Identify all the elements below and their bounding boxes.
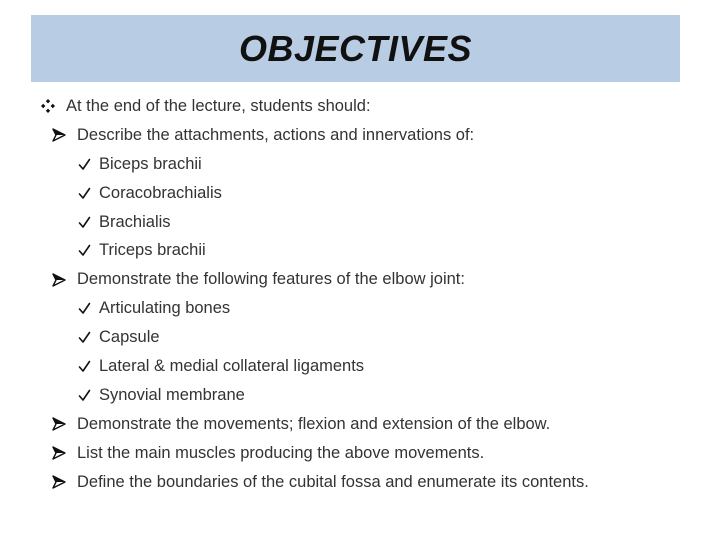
list-item-text: Synovial membrane <box>99 385 245 404</box>
list-item <box>38 410 710 439</box>
checkmark-bullet-icon <box>77 360 91 373</box>
list-item-text: Articulating bones <box>99 299 231 318</box>
list-item <box>38 468 710 497</box>
list-item-text: Brachialis <box>99 212 171 231</box>
list-item-text: Demonstrate the following features of the elbow joint: <box>77 270 465 289</box>
arrowhead-bullet-icon <box>49 273 69 287</box>
list-item-text: Describe the attachments, actions and innervations of: <box>77 125 475 144</box>
checkmark-bullet-icon <box>77 244 91 257</box>
list-item <box>38 323 710 352</box>
list-item-text: Coracobrachialis <box>99 183 222 202</box>
arrowhead-bullet-icon <box>49 417 69 431</box>
list-item <box>38 381 710 410</box>
title-band <box>31 15 680 82</box>
list-item <box>38 294 710 323</box>
list-item <box>38 121 710 150</box>
objectives-list <box>38 92 710 496</box>
slide-title: OBJECTIVES <box>238 27 473 69</box>
list-item <box>38 265 710 294</box>
arrowhead-bullet-icon <box>49 475 69 489</box>
checkmark-bullet-icon <box>77 187 91 200</box>
list-item-text: List the main muscles producing the above movements. <box>77 443 485 462</box>
list-item-text: Lateral & medial collateral ligaments <box>99 356 365 375</box>
list-item <box>38 150 710 179</box>
list-item-text: Biceps brachii <box>99 154 202 173</box>
list-item-text: At the end of the lecture, students should: <box>66 96 371 115</box>
list-item-text: Define the boundaries of the cubital fossa and enumerate its contents. <box>77 472 589 491</box>
list-item <box>38 236 710 265</box>
arrowhead-bullet-icon <box>49 128 69 142</box>
checkmark-bullet-icon <box>77 331 91 344</box>
list-item <box>38 92 710 121</box>
checkmark-bullet-icon <box>77 302 91 315</box>
checkmark-bullet-icon <box>77 158 91 171</box>
arrowhead-bullet-icon <box>49 446 69 460</box>
list-item <box>38 179 710 208</box>
list-item <box>38 208 710 237</box>
checkmark-bullet-icon <box>77 216 91 229</box>
list-item <box>38 352 710 381</box>
list-item-text: Demonstrate the movements; flexion and extension of the elbow. <box>77 414 551 433</box>
list-item <box>38 439 710 468</box>
diamond-cluster-bullet-icon <box>38 99 58 113</box>
checkmark-bullet-icon <box>77 389 91 402</box>
list-item-text: Triceps brachii <box>99 241 206 260</box>
list-item-text: Capsule <box>99 328 160 347</box>
